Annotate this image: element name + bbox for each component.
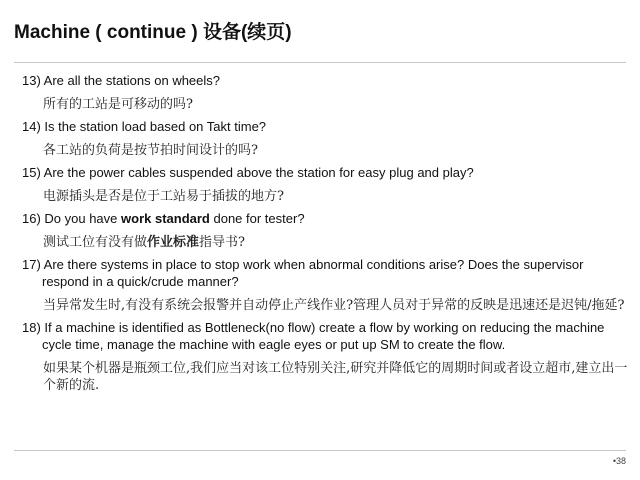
question-chinese-text: 指导书? [199, 235, 246, 250]
emphasis-work-standard: work standard [121, 211, 210, 226]
question-english-text: done for tester? [209, 211, 305, 226]
question-chinese: 各工站的负荷是按节拍时间设计的吗? [43, 143, 258, 158]
emphasis-work-standard-zh: 作业标准 [147, 235, 200, 250]
question-chinese: 所有的工站是可移动的吗? [43, 97, 193, 112]
question-item [22, 319, 630, 394]
page-number: •38 [612, 456, 626, 466]
question-chinese: 如果某个机器是瓶颈工位,我们应当对该工位特别关注,研究并降低它的周期时间或者设立超市,建立出一个新的流. [43, 361, 628, 393]
question-list [22, 72, 630, 399]
question-item [22, 118, 630, 159]
page-title: Machine ( continue ) 设备(续页) [14, 22, 292, 43]
question-english: 15) Are the power cables suspended above the station for easy plug and play? [22, 165, 474, 180]
question-chinese-text: 测试工位有没有做 [43, 235, 148, 250]
divider-bottom [14, 450, 626, 451]
question-english: 17) Are there systems in place to stop work when abnormal conditions arise? Does the supervisor respond in a quick/crude manner? [22, 257, 584, 289]
question-chinese [22, 234, 630, 251]
question-chinese: 当异常发生时,有没有系统会报警并自动停止产线作业?管理人员对于异常的反映是迅速还是迟钝/拖延? [43, 298, 625, 313]
question-english [22, 210, 630, 227]
question-english: 14) Is the station load based on Takt time? [22, 119, 267, 134]
question-item [22, 256, 630, 314]
question-item [22, 210, 630, 251]
question-item [22, 72, 630, 113]
question-english: 13) Are all the stations on wheels? [22, 73, 221, 88]
question-chinese: 电源插头是否是位于工站易于插拔的地方? [43, 189, 284, 204]
question-english: 18) If a machine is identified as Bottleneck(no flow) create a flow by working on reducing the machine cycle time, manage the machine with eagle eyes or put up SM to create the flow. [22, 320, 605, 352]
divider-top [14, 62, 626, 63]
question-english-text: 16) Do you have [22, 211, 122, 226]
question-item [22, 164, 630, 205]
